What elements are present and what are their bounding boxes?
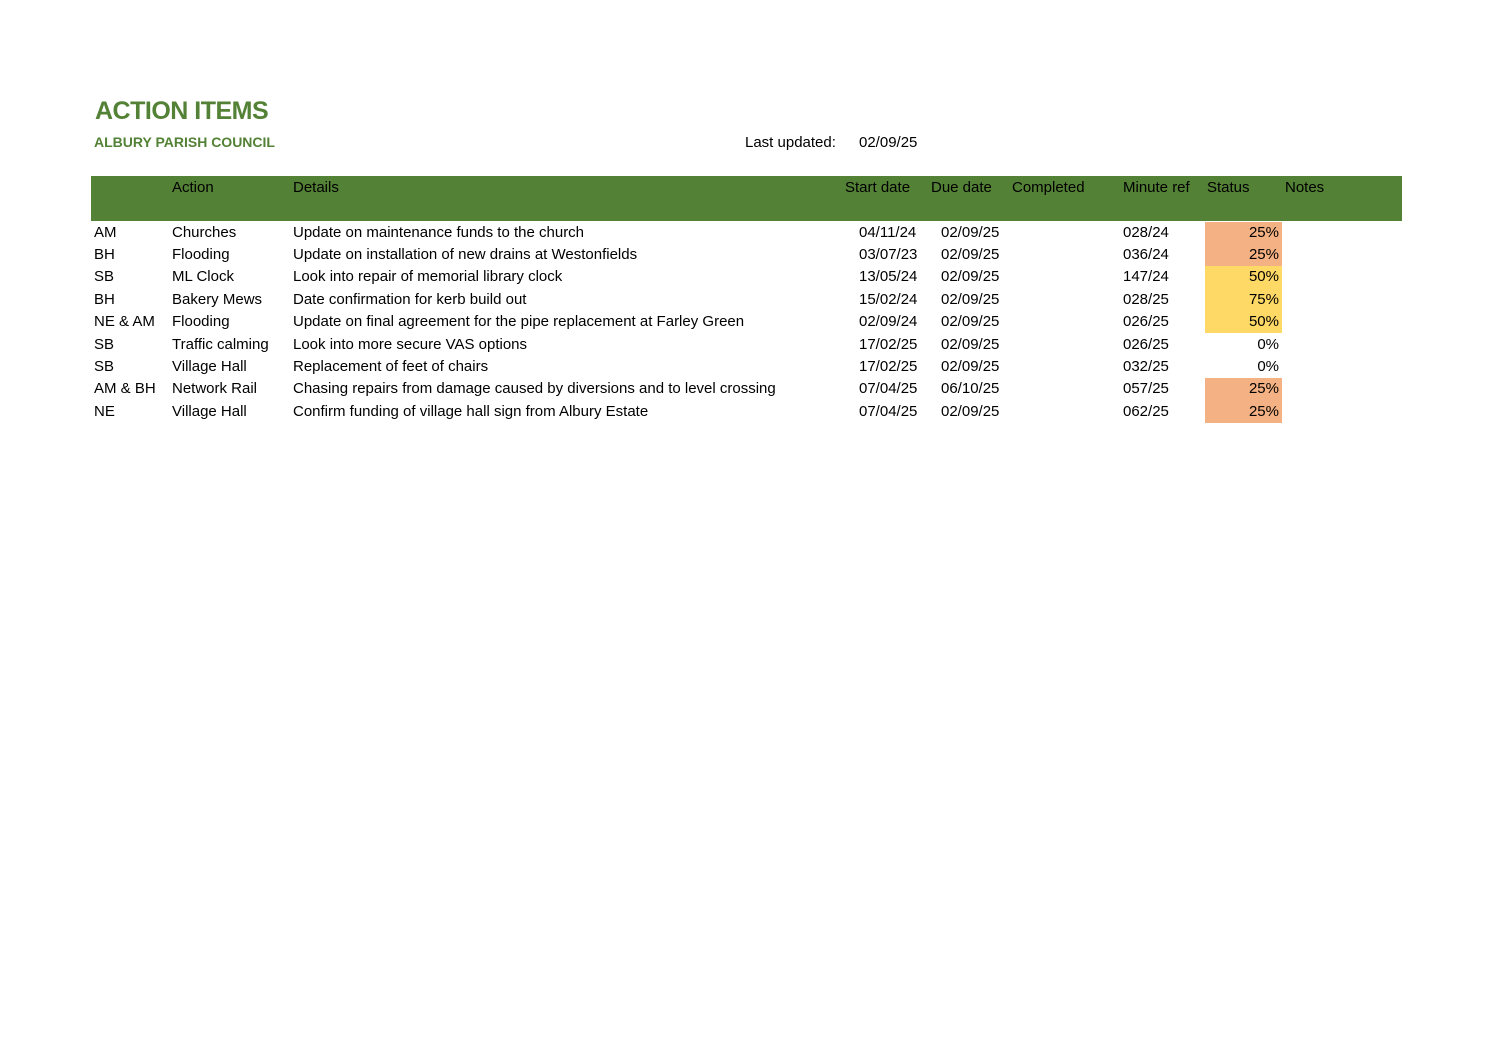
table-row [91,401,1402,423]
cell-details: Chasing repairs from damage caused by diversions and to level crossing [293,380,776,398]
cell-status: 75% [1205,289,1282,311]
cell-assignee: AM & BH [94,380,156,398]
cell-start-date: 04/11/24 [859,223,917,241]
cell-details: Update on maintenance funds to the church [293,223,585,241]
cell-details: Update on final agreement for the pipe replacement at Farley Green [293,313,745,331]
cell-assignee: NE [94,402,115,420]
cell-action: Bakery Mews [172,290,263,308]
cell-details: Date confirmation for kerb build out [293,290,527,308]
cell-due-date: 02/09/25 [941,335,1000,353]
cell-assignee: SB [94,357,115,375]
cell-due-date: 02/09/25 [941,357,1000,375]
cell-action: ML Clock [172,268,234,286]
table-row [91,356,1402,378]
cell-action: Village Hall [172,402,247,420]
cell-due-date: 02/09/25 [941,268,1000,286]
cell-details: Confirm funding of village hall sign from Albury Estate [293,402,649,420]
cell-due-date: 06/10/25 [941,380,1000,398]
table-row [91,266,1402,288]
cell-assignee: AM [94,223,117,241]
cell-assignee: BH [94,245,115,263]
column-header-minute-ref: Minute ref [1123,179,1190,196]
cell-minute-ref: 062/25 [1123,402,1169,420]
cell-due-date: 02/09/25 [941,290,1000,308]
cell-due-date: 02/09/25 [941,402,1000,420]
column-header-due-date: Due date [931,179,992,196]
column-header-status: Status [1207,179,1250,196]
cell-minute-ref: 026/25 [1123,335,1169,353]
column-header-completed: Completed [1012,179,1085,196]
cell-action: Flooding [172,313,230,331]
cell-status: 50% [1205,311,1282,333]
organization-name: ALBURY PARISH COUNCIL [94,134,275,150]
cell-assignee: SB [94,335,115,353]
cell-action: Network Rail [172,380,258,398]
cell-start-date: 17/02/25 [859,335,918,353]
cell-action: Flooding [172,245,230,263]
cell-due-date: 02/09/25 [941,313,1000,331]
cell-start-date: 07/04/25 [859,380,918,398]
cell-start-date: 03/07/23 [859,245,918,263]
cell-action: Traffic calming [172,335,269,353]
cell-action: Churches [172,223,237,241]
cell-start-date: 17/02/25 [859,357,918,375]
cell-assignee: NE & AM [94,313,155,331]
table-row [91,222,1402,244]
cell-minute-ref: 026/25 [1123,313,1169,331]
cell-assignee: BH [94,290,115,308]
cell-status: 0% [1257,335,1279,353]
cell-details: Look into repair of memorial library clock [293,268,563,286]
cell-action: Village Hall [172,357,247,375]
cell-status: 25% [1205,378,1282,400]
column-header-start-date: Start date [845,179,911,196]
cell-status: 25% [1205,244,1282,266]
cell-details: Look into more secure VAS options [293,335,528,353]
cell-minute-ref: 036/24 [1123,245,1169,263]
column-header-action: Action [172,179,214,196]
cell-details: Update on installation of new drains at Westonfields [293,245,638,263]
cell-due-date: 02/09/25 [941,223,1000,241]
cell-status: 25% [1205,222,1282,244]
cell-minute-ref: 057/25 [1123,380,1169,398]
cell-status: 0% [1257,357,1279,375]
cell-details: Replacement of feet of chairs [293,357,489,375]
last-updated-value: 02/09/25 [859,134,918,151]
cell-assignee: SB [94,268,115,286]
cell-minute-ref: 147/24 [1123,268,1169,286]
cell-minute-ref: 028/24 [1123,223,1169,241]
cell-start-date: 07/04/25 [859,402,918,420]
cell-minute-ref: 032/25 [1123,357,1169,375]
cell-start-date: 13/05/24 [859,268,918,286]
table-header-bar [91,176,1402,221]
last-updated-label: Last updated: [745,134,836,151]
cell-due-date: 02/09/25 [941,245,1000,263]
column-header-notes: Notes [1285,179,1325,196]
table-row [91,289,1402,311]
cell-status: 50% [1205,266,1282,288]
table-row [91,244,1402,266]
cell-start-date: 15/02/24 [859,290,918,308]
column-header-details: Details [293,179,339,196]
table-row [91,311,1402,333]
table-row [91,378,1402,400]
cell-status: 25% [1205,401,1282,423]
table-row [91,334,1402,356]
cell-minute-ref: 028/25 [1123,290,1169,308]
cell-start-date: 02/09/24 [859,313,918,331]
page-title: ACTION ITEMS [95,97,269,125]
